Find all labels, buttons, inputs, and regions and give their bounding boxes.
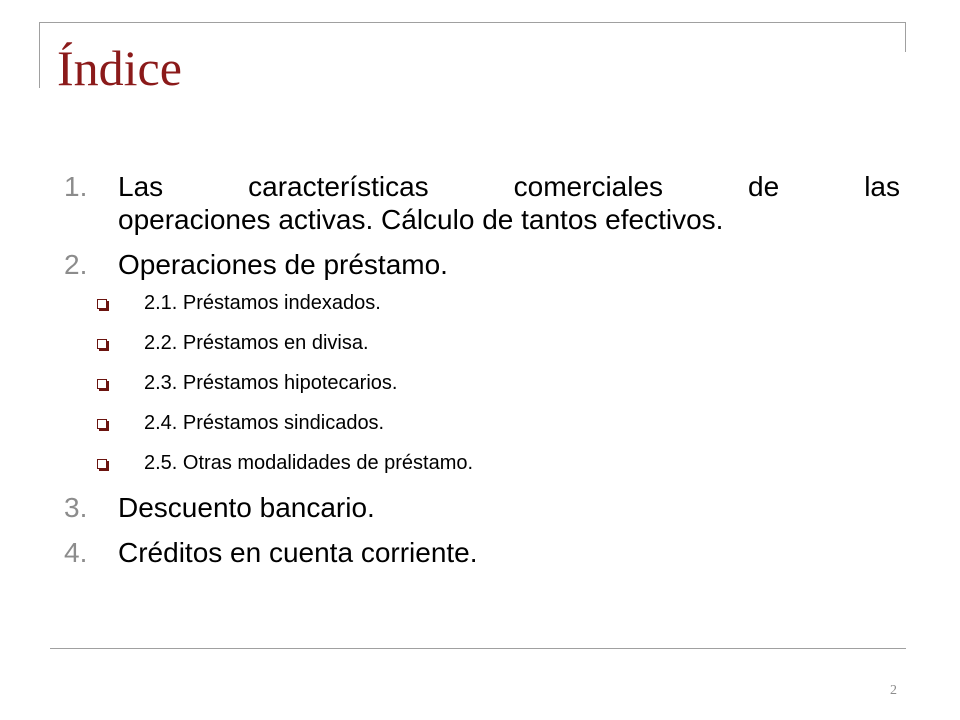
square-bullet-icon (97, 339, 107, 349)
index-item-1 (64, 170, 900, 236)
subitem (64, 411, 900, 435)
page-number: 2 (890, 683, 897, 698)
slide-frame-left (39, 22, 40, 88)
square-bullet-icon (97, 459, 107, 469)
word: comerciales (513, 171, 664, 202)
item-text: Descuento bancario. (118, 492, 375, 523)
item-text: Operaciones de préstamo. (118, 249, 448, 280)
slide-frame-bottom (50, 648, 906, 649)
subitem-text: 2.3. Préstamos hipotecarios. (144, 372, 398, 394)
word: de (748, 171, 780, 202)
index-list (64, 170, 900, 581)
item-number: 4. (64, 537, 88, 568)
square-bullet-icon (97, 379, 107, 389)
word: las (864, 171, 900, 202)
item-1-line-2: operaciones activas. Cálculo de tantos efectivos. (118, 204, 724, 235)
subitem (64, 331, 900, 355)
slide-frame-right (905, 22, 906, 52)
slide-title: Índice (57, 40, 182, 96)
item-number: 2. (64, 249, 88, 280)
subitem (64, 291, 900, 315)
slide-frame-top (39, 22, 906, 23)
item-number: 3. (64, 492, 88, 523)
item-1-line-1 (118, 170, 900, 203)
subitem (64, 371, 900, 395)
word: Las (118, 171, 164, 202)
square-bullet-icon (97, 419, 107, 429)
subitem-list (64, 291, 900, 475)
subitem-text: 2.4. Préstamos sindicados. (144, 412, 385, 434)
subitem (64, 451, 900, 475)
index-item-4 (64, 536, 900, 569)
index-item-3 (64, 491, 900, 524)
subitem-text: 2.5. Otras modalidades de préstamo. (144, 452, 474, 474)
item-number: 1. (64, 171, 88, 202)
subitem-text: 2.1. Préstamos indexados. (144, 292, 381, 314)
word: características (248, 171, 429, 202)
index-item-2 (64, 248, 900, 281)
item-text: Créditos en cuenta corriente. (118, 537, 478, 568)
subitem-text: 2.2. Préstamos en divisa. (144, 332, 369, 354)
square-bullet-icon (97, 299, 107, 309)
